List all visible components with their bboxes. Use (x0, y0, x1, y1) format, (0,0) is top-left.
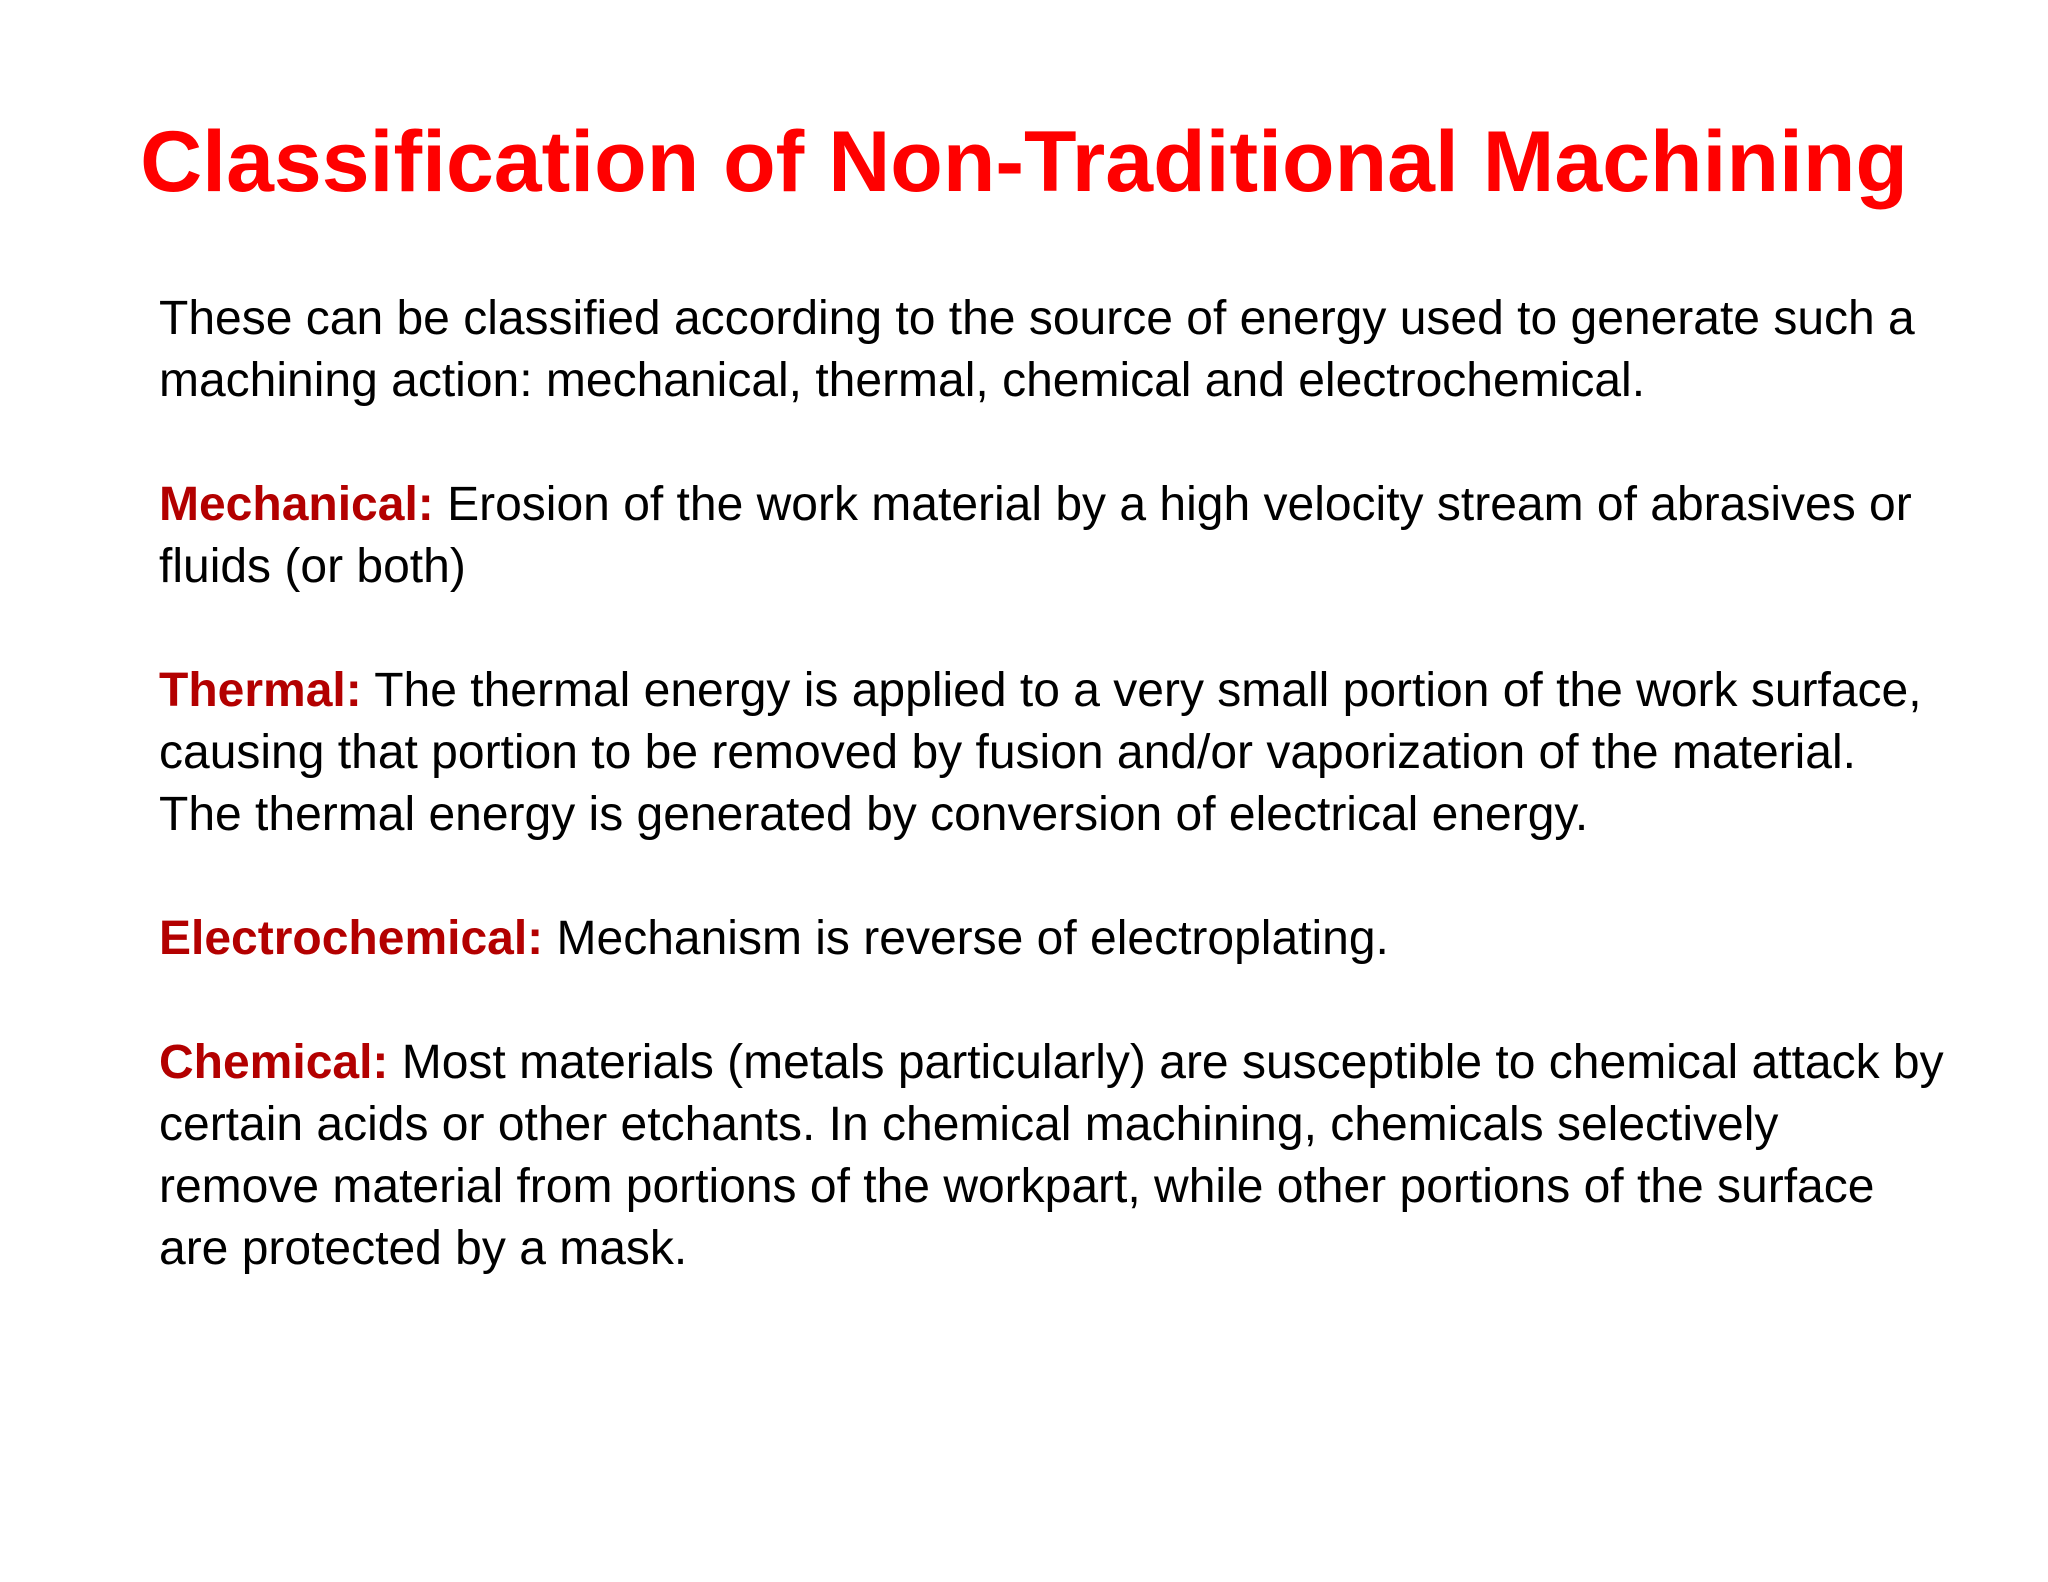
mechanical-description: Erosion of the work material by a high velocity stream of abrasives or fluids (or both) (159, 478, 1912, 593)
chemical-paragraph (159, 1032, 1949, 1280)
thermal-description: The thermal energy is applied to a very small portion of the work surface, causing that portion to be removed by fusion and/or vaporization of the material. The thermal energy is generated by conversion of electrical energy. (159, 664, 1922, 841)
electrochemical-description: Mechanism is reverse of electroplating. (543, 912, 1389, 965)
mechanical-term: Mechanical: (159, 478, 434, 531)
thermal-term: Thermal: (159, 664, 362, 717)
chemical-description: Most materials (metals particularly) are susceptible to chemical attack by certain acids or other etchants. In chemical machining, chemicals selectively remove material from portions of the workpart, while other portions of the surface are protected by a mask. (159, 1036, 1944, 1275)
chemical-term: Chemical: (159, 1036, 389, 1089)
slide-title: Classification of Non-Traditional Machining (140, 114, 1908, 210)
mechanical-paragraph (159, 474, 1949, 598)
electrochemical-paragraph (159, 908, 1949, 970)
slide-content (159, 288, 1949, 1280)
electrochemical-term: Electrochemical: (159, 912, 544, 965)
thermal-paragraph (159, 660, 1949, 846)
intro-paragraph: These can be classified according to the source of energy used to generate such a machining action: mechanical, thermal, chemical and electrochemical. (159, 292, 1915, 407)
